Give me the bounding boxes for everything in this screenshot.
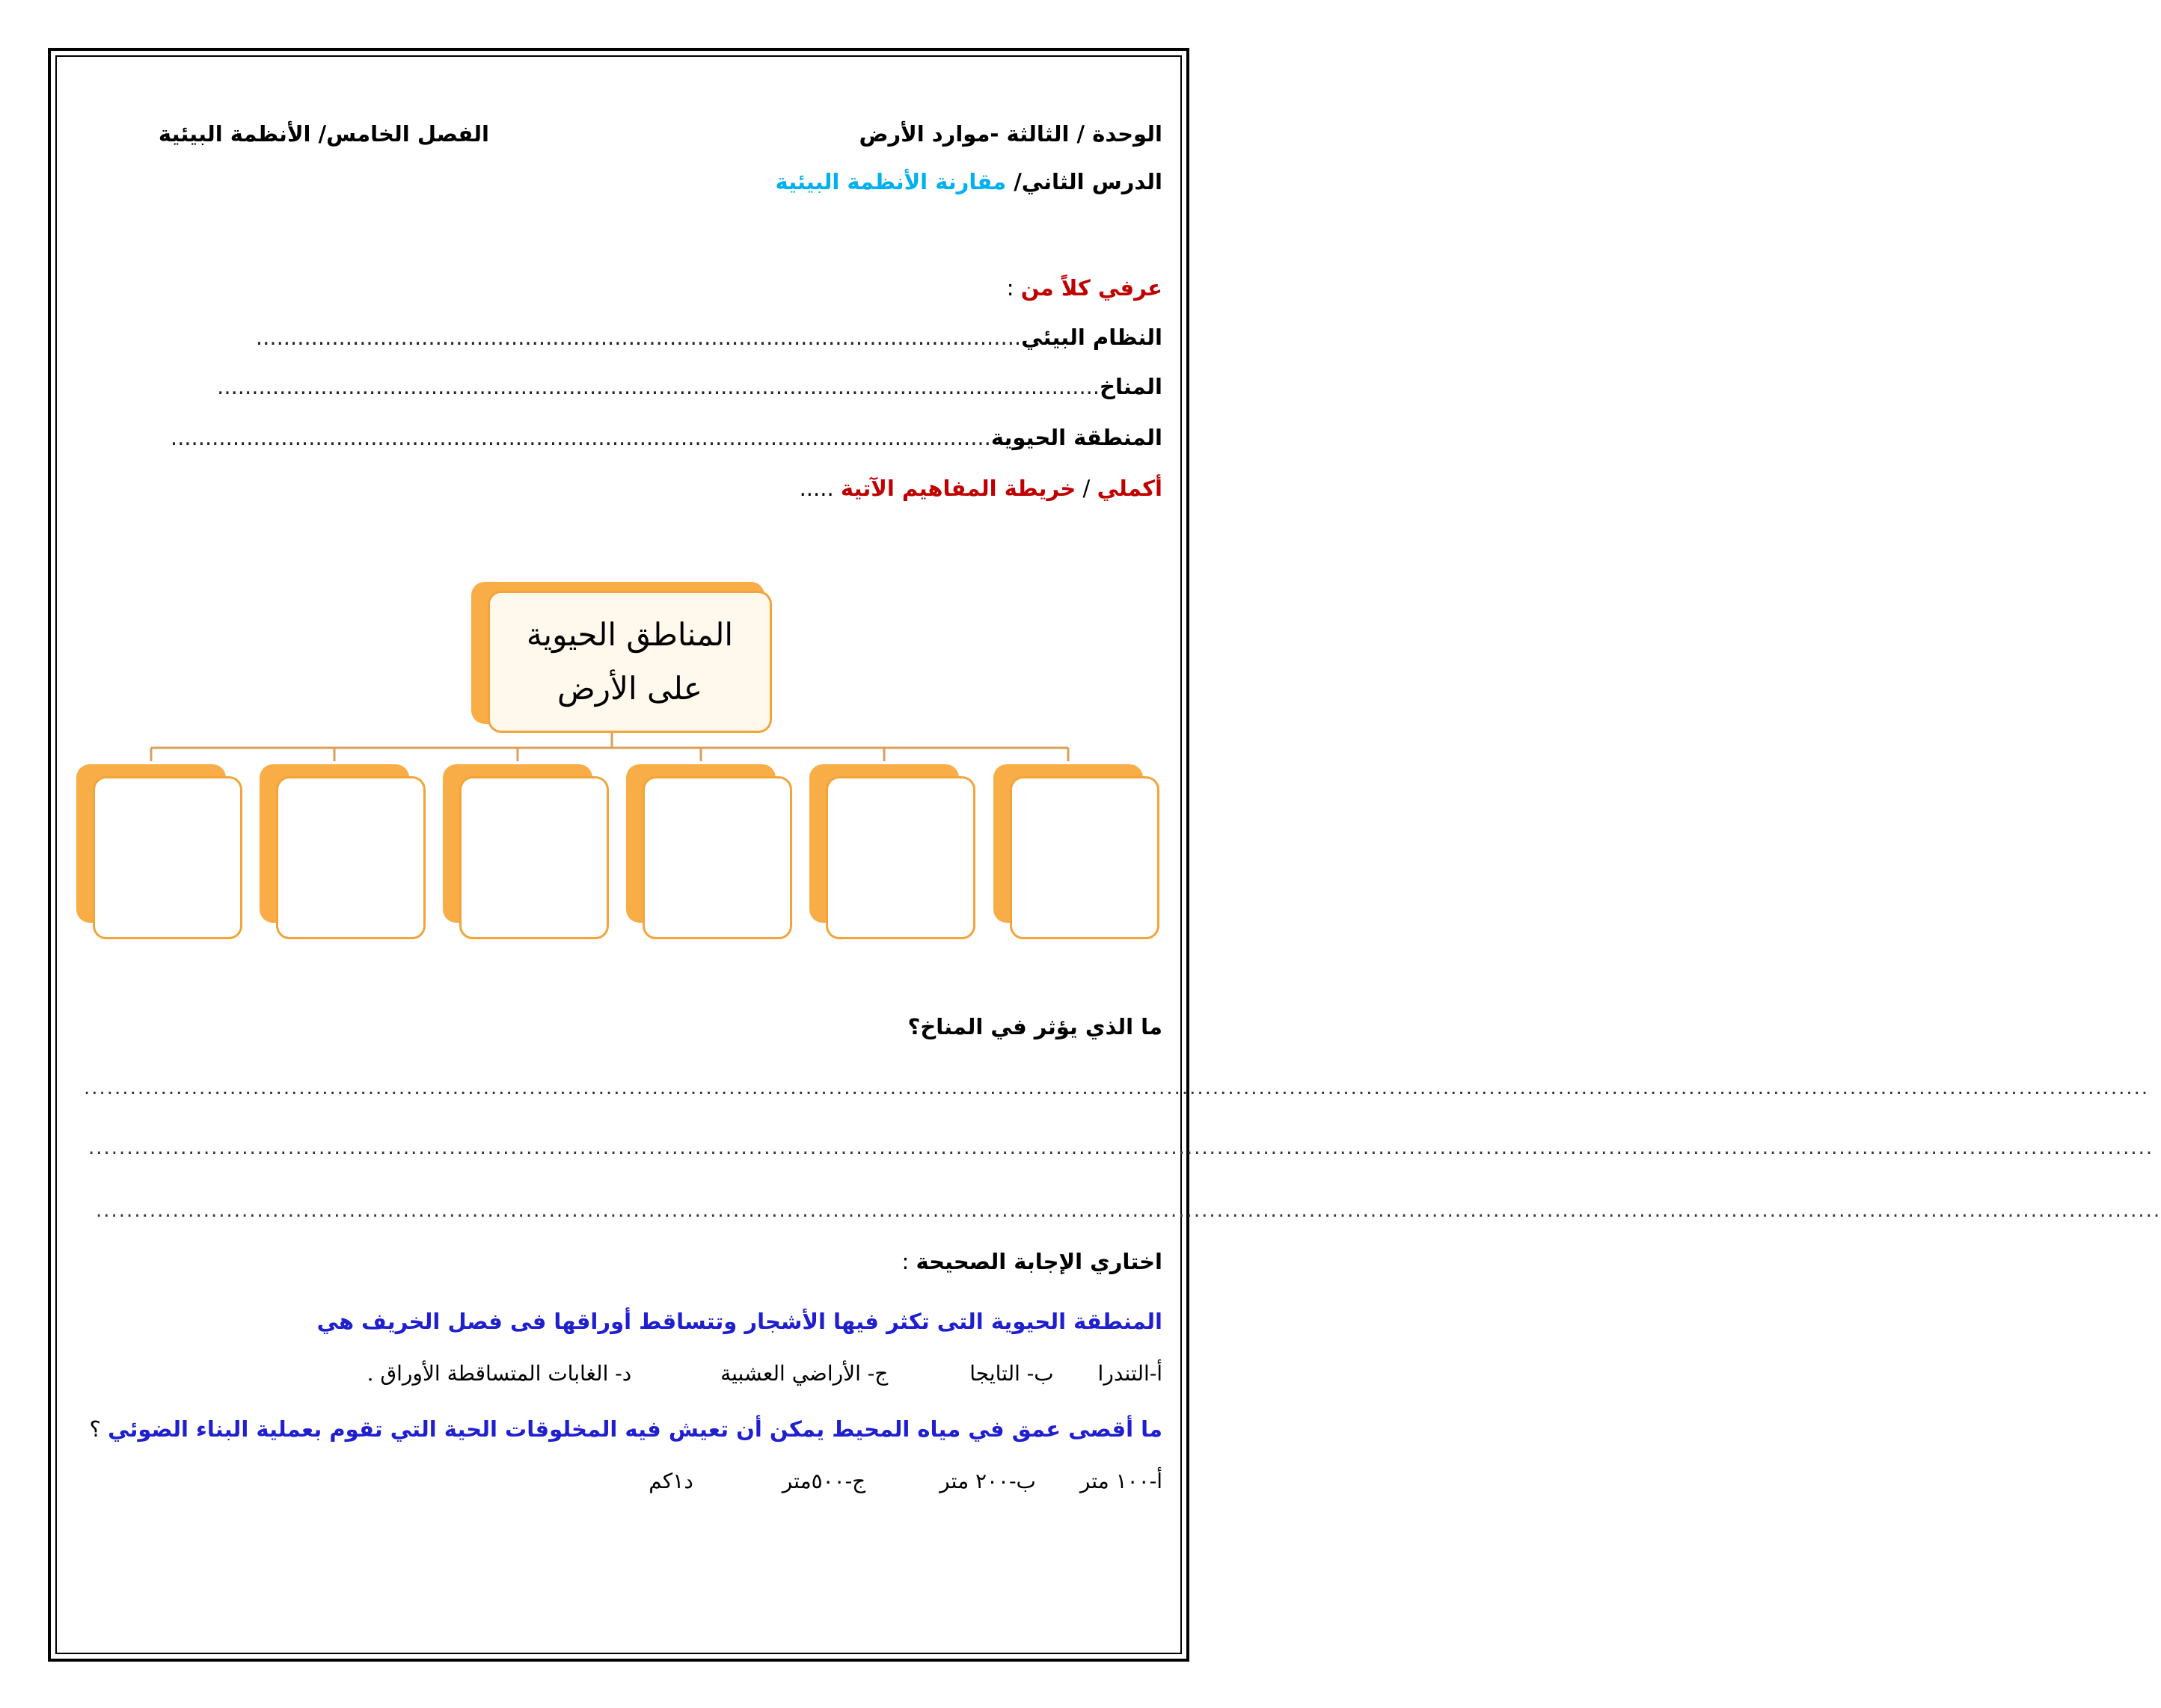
q1-option-d[interactable]: د- الغابات المتساقطة الأوراق . xyxy=(367,1361,632,1386)
q2-option-c[interactable]: ج-٥٠٠متر xyxy=(782,1469,866,1493)
instruction-a: أكملي xyxy=(1097,476,1162,501)
instruction-dots: ..... xyxy=(799,476,841,501)
mcq-heading xyxy=(902,1249,1162,1274)
climate-answer-line-2[interactable]: ............................................................................................................................................................................................................................................................................. xyxy=(88,1137,2154,1159)
biome-box-4[interactable] xyxy=(643,776,792,939)
q1-option-b[interactable]: ب- التايجا xyxy=(969,1361,1054,1386)
term-climate: المناخ xyxy=(1100,374,1162,399)
q2-option-d[interactable]: د١كم xyxy=(649,1469,693,1493)
mcq-heading-text: اختاري الإجابة الصحيحة xyxy=(916,1249,1162,1274)
instruction-sep: / xyxy=(1076,476,1097,501)
mcq-q1-options xyxy=(367,1361,1162,1386)
biome-box-1[interactable] xyxy=(93,776,242,939)
mcq-question-2 xyxy=(90,1416,1163,1442)
mcq-question-1: المنطقة الحيوية التى تكثر فيها الأشجار وتتساقط أوراقها فى فصل الخريف هي xyxy=(316,1309,1162,1334)
concept-title-line2: على الأرض xyxy=(557,670,702,707)
q2-option-b[interactable]: ب-٢٠٠ متر xyxy=(940,1469,1036,1493)
q1-option-c[interactable]: ج- الأراضي العشبية xyxy=(720,1361,889,1386)
term-climate-dots: ................................................................................................................................ xyxy=(217,374,1100,399)
q2-suffix: ؟ xyxy=(89,1416,108,1442)
term-biome-dots: ....................................................................................................................... xyxy=(170,425,991,450)
lesson-title: مقارنة الأنظمة البيئية xyxy=(775,169,1007,194)
q1-option-a[interactable]: أ-التندرا xyxy=(1097,1361,1162,1386)
climate-question: ما الذي يؤثر في المناخ؟ xyxy=(907,1014,1162,1039)
define-heading-text: عرفي كلاً من xyxy=(1020,275,1162,301)
biome-box-5[interactable] xyxy=(826,776,975,939)
define-heading-suffix: : xyxy=(1006,275,1021,301)
term-biome: المنطقة الحيوية xyxy=(990,425,1162,450)
lesson-prefix: الدرس الثاني/ xyxy=(1014,169,1162,194)
concept-map-title xyxy=(488,591,772,733)
climate-answer-line-1[interactable]: ............................................................................................................................................................................................................................................................................. xyxy=(84,1077,2150,1099)
term-ecosystem: النظام البيئي xyxy=(1021,325,1162,350)
q2-option-a[interactable]: أ-١٠٠ متر xyxy=(1079,1469,1162,1493)
q2-text: ما أقصى عمق في مياه المحيط يمكن أن تعيش فيه المخلوقات الحية التي تقوم بعملية البناء الضوئي xyxy=(108,1416,1162,1442)
climate-answer-line-3[interactable]: ............................................................................................................................................................................................................................................................................. xyxy=(96,1199,2161,1222)
unit-label: الوحدة / الثالثة -موارد الأرض xyxy=(859,121,1162,147)
chapter-label: الفصل الخامس/ الأنظمة البيئية xyxy=(158,121,489,147)
concept-title-line1: المناطق الحيوية xyxy=(526,616,734,653)
mcq-q2-options xyxy=(649,1469,1162,1493)
biome-box-3[interactable] xyxy=(459,776,609,939)
mcq-heading-suffix: : xyxy=(901,1249,916,1274)
biome-box-2[interactable] xyxy=(276,776,426,939)
biome-box-6[interactable] xyxy=(1010,776,1159,939)
instruction-b: خريطة المفاهيم الآتية xyxy=(840,476,1076,501)
term-ecosystem-dots: ............................................................................................................... xyxy=(255,325,1022,350)
